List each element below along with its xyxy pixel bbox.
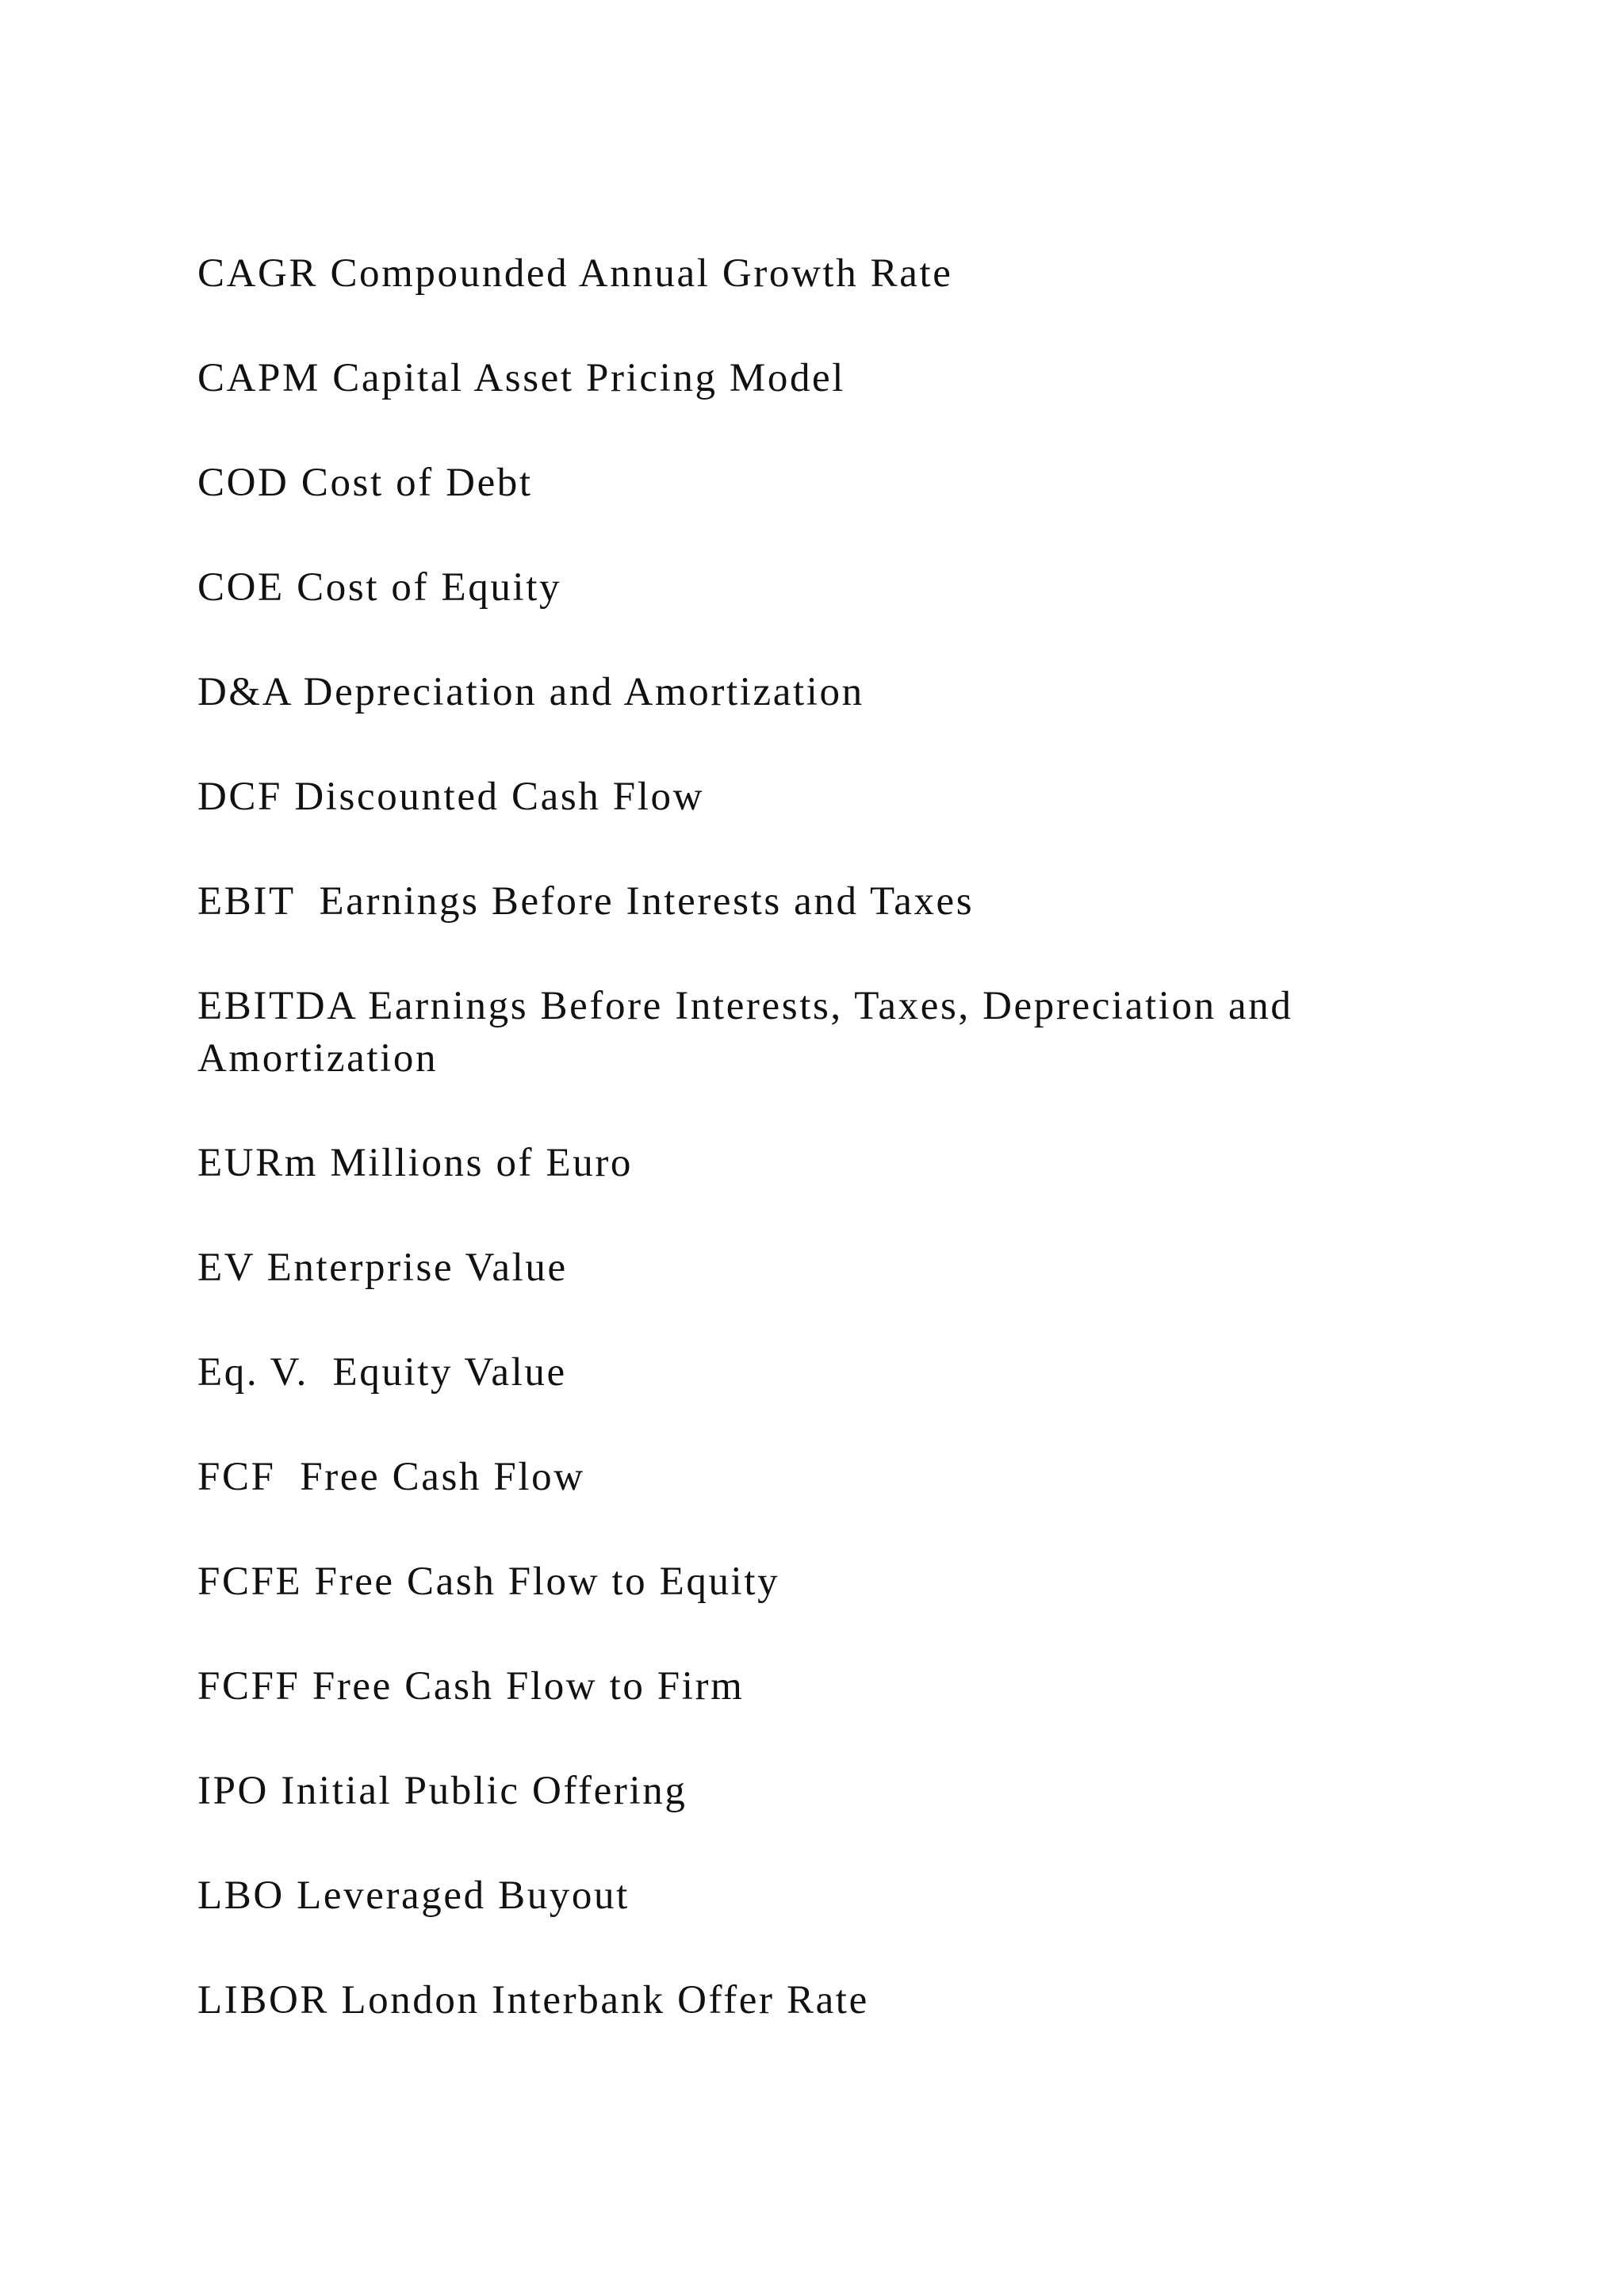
abbreviation-entry-eurm: EURm Millions of Euro bbox=[197, 1141, 634, 1185]
abbreviation-entry-capm: CAPM Capital Asset Pricing Model bbox=[197, 356, 846, 400]
abbreviation-entry-ebit: EBIT Earnings Before Interests and Taxes bbox=[197, 879, 975, 924]
abbreviation-entry-libor: LIBOR London Interbank Offer Rate bbox=[197, 1978, 869, 2022]
abbreviation-entry-eqv: Eq. V. Equity Value bbox=[197, 1350, 567, 1395]
abbreviations-list bbox=[197, 247, 1434, 2079]
abbreviation-entry-cagr: CAGR Compounded Annual Growth Rate bbox=[197, 251, 953, 296]
abbreviation-entry-fcfe: FCFE Free Cash Flow to Equity bbox=[197, 1559, 780, 1604]
abbreviation-entry-ipo: IPO Initial Public Offering bbox=[197, 1769, 688, 1813]
abbreviation-entry-da: D&A Depreciation and Amortization bbox=[197, 670, 864, 714]
abbreviation-entry-ev: EV Enterprise Value bbox=[197, 1246, 568, 1290]
abbreviation-entry-coe: COE Cost of Equity bbox=[197, 565, 562, 610]
abbreviation-entry-cod: COD Cost of Debt bbox=[197, 461, 533, 505]
abbreviation-entry-dcf: DCF Discounted Cash Flow bbox=[197, 775, 705, 819]
abbreviation-entry-fcff: FCFF Free Cash Flow to Firm bbox=[197, 1664, 745, 1709]
abbreviation-entry-lbo: LBO Leveraged Buyout bbox=[197, 1873, 630, 1918]
abbreviation-entry-fcf: FCF Free Cash Flow bbox=[197, 1455, 585, 1499]
abbreviation-entry-ebitda: EBITDA Earnings Before Interests, Taxes, Depreciation and Amortization bbox=[197, 984, 1304, 1081]
